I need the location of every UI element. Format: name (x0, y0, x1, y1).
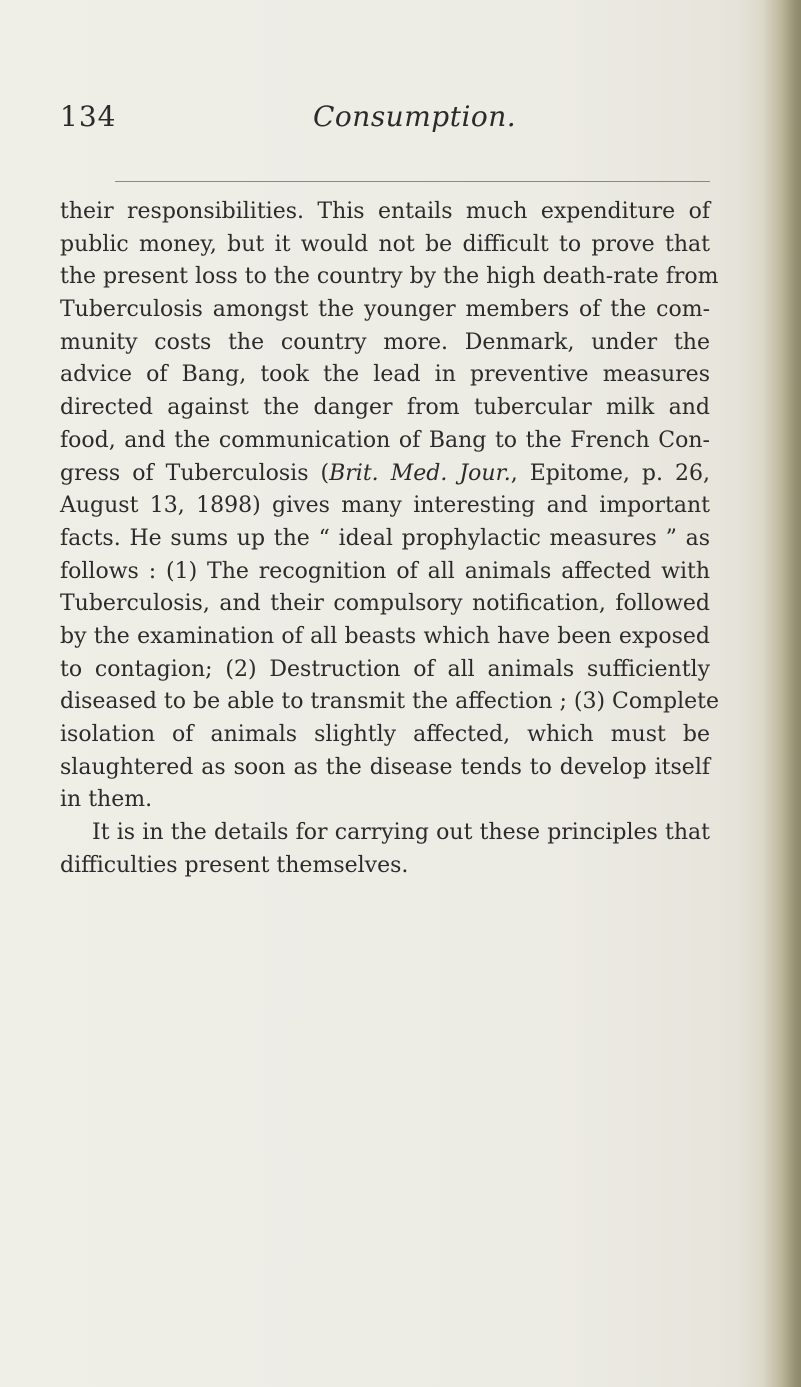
text-line: facts. He sums up the “ ideal prophylactic measures ” as (60, 525, 710, 551)
header-rule (115, 181, 710, 182)
text-line: Tuberculosis, and their compulsory notification, followed (60, 591, 710, 617)
text-line: munity costs the country more. Denmark, under the (60, 329, 710, 355)
text-line: advice of Bang, took the lead in preventive measures (60, 362, 710, 388)
running-title: Consumption. (313, 100, 517, 133)
text-line: by the examination of all beasts which have been exposed (60, 623, 710, 649)
text-line: follows : (1) The recognition of all animals affected with (60, 558, 710, 584)
text-line: slaughtered as soon as the disease tends to develop itself (60, 754, 710, 780)
text-line: public money, but it would not be difficult to prove that (60, 231, 710, 257)
page-header (60, 100, 710, 170)
text-line: Tuberculosis amongst the younger members of the com- (60, 297, 710, 323)
text-line: August 13, 1898) gives many interesting and important (60, 493, 710, 519)
text-line: isolation of animals slightly affected, which must be (60, 722, 710, 747)
text-line: in them. (60, 787, 153, 813)
page-number: 134 (60, 100, 117, 133)
text-line: food, and the communication of Bang to the French Con- (60, 427, 710, 453)
text-line: to contagion; (2) Destruction of all animals sufficiently (60, 656, 710, 682)
text-line: directed against the danger from tubercular milk and (60, 395, 710, 421)
page-edge-shadow (763, 0, 801, 1387)
text-line: gress of Tuberculosis (Brit. Med. Jour., Epitome, p. 26, (60, 460, 710, 486)
text-line: It is in the details for carrying out these principles that (92, 820, 710, 846)
text-line: diseased to be able to transmit the affection ; (3) Complete (60, 689, 719, 715)
text-line: their responsibilities. This entails much expenditure of (60, 199, 710, 224)
text-line: difficulties present themselves. (60, 852, 409, 878)
text-line: the present loss to the country by the high death-rate from (60, 264, 719, 290)
journal-citation: Brit. Med. Jour. (329, 460, 511, 486)
body-text (60, 196, 719, 882)
